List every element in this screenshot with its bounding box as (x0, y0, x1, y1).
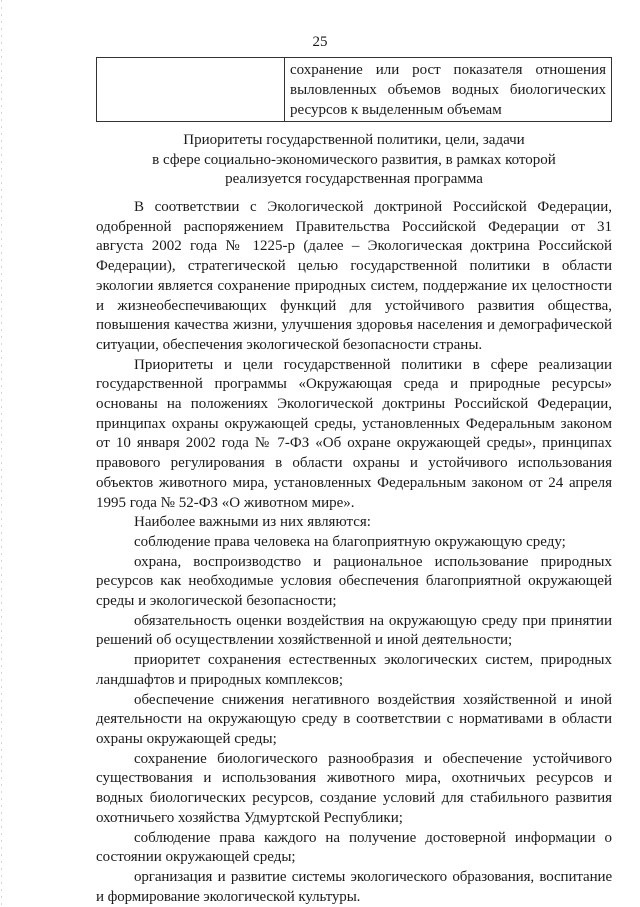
section-heading (96, 131, 612, 190)
list-item: приоритет сохранения естественных экологических систем, природных ландшафтов и природных комплексов; (96, 652, 612, 688)
list-item: организация и развитие системы экологического образования, воспитание и формирование экологической культуры. (96, 868, 612, 905)
paragraph-doctrine: В соответствии с Экологической доктриной Российской Федерации, одобренной распоряжением Правительства Российской Федерации от 31 августа 2002 года № 1225-р (далее – Экологическая доктрина Российской Федерации), стратегической целью государственной политики в области экологии является сохранение природных систем, поддержание их целостности и жизнеобеспечивающих функций для устойчивого развития общества, повышения качества жизни, улучшения здоровья населения и демографической ситуации, обеспечения экологической безопасности страны. (96, 199, 612, 353)
table-cell-empty (97, 58, 285, 122)
list-item: соблюдение права человека на благоприятную окружающую среду; (134, 533, 566, 550)
list-item: охрана, воспроизводство и рациональное использование природных ресурсов как необходимые условия обеспечения благоприятной окружающей среды и экологической безопасности; (96, 553, 612, 610)
section-heading-line: реализуется государственная программа (225, 171, 483, 187)
indicator-table-fragment (96, 57, 612, 122)
table-cell-indicator (285, 58, 612, 122)
list-item: соблюдение права каждого на получение достоверной информации о состоянии окружающей среды; (96, 829, 612, 866)
table-cell-line: ресурсов к выделенным объемам (290, 102, 502, 118)
paragraph-list-intro: Наиболее важными из них являются: (134, 514, 371, 531)
table-cell-line: сохранение или рост показателя отношения (290, 62, 606, 78)
paragraph-priorities: Приоритеты и цели государственной политики в сфере реализации государственной программы «Окружающая среда и природные ресурсы» основаны на положениях Экологической доктрины Российской Федерации, принципах охраны окружающей среды, установленных Федеральным законом от 10 января 2002 года № 7-ФЗ «Об охране окружающей среды», принципах правового регулирования в области охраны и устойчивого использования объектов животного мира, установленных Федеральным законом от 24 апреля 1995 года № 52-ФЗ «О животном мире». (96, 356, 612, 511)
table-cell-line: выловленных объемов водных биологических (290, 82, 606, 98)
list-item: обязательность оценки воздействия на окружающую среду при принятии решений об осуществлении хозяйственной и иной деятельности; (96, 612, 612, 649)
section-heading-line: Приоритеты государственной политики, цели, задачи (183, 132, 525, 148)
table-row (97, 58, 612, 122)
page-number: 25 (312, 34, 328, 50)
section-heading-line: в сфере социально-экономического развития, в рамках которой (152, 151, 556, 168)
section-body (96, 198, 612, 907)
list-item: сохранение биологического разнообразия и обеспечение устойчивого существования и использования животного мира, охотничьих ресурсов и водных биологических ресурсов, создание условий для стабильного развития охотничьего хозяйства Удмуртской Республики; (96, 750, 612, 826)
scan-edge-mark (1, 0, 2, 905)
list-item: обеспечение снижения негативного воздействия хозяйственной и иной деятельности на окружающую среду в соответствии с нормативами в области охраны окружающей среды; (96, 691, 612, 747)
